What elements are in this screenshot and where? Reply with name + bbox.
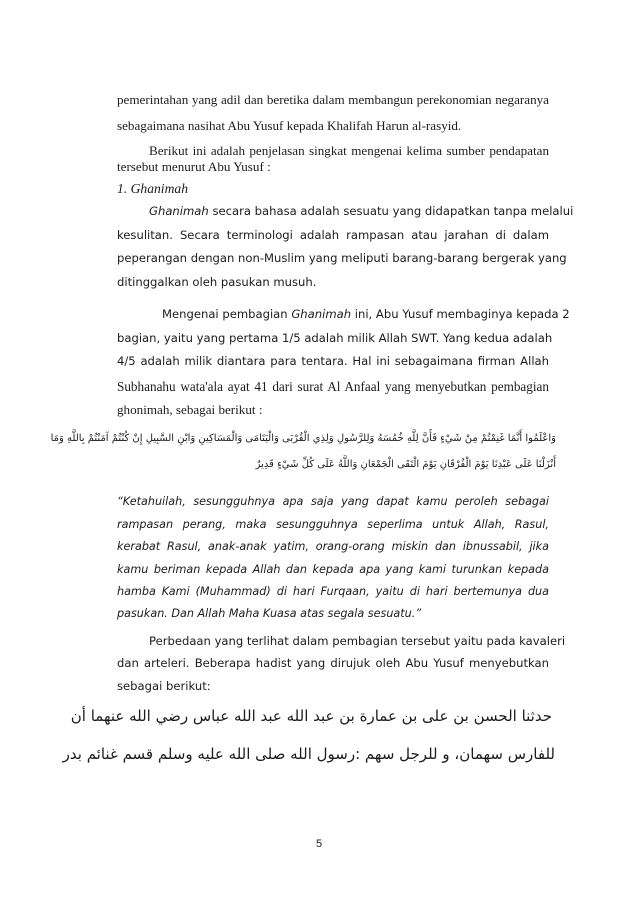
body-line: sebagaimana nasihat Abu Yusuf kepada Khalifah Harun al-rasyid.: [117, 118, 462, 133]
body-line: Berikut ini adalah penjelasan singkat mengenai kelima sumber pendapatan: [149, 143, 549, 158]
page-number: 5: [315, 838, 323, 850]
pembagian-line-1: [117, 307, 570, 321]
body-line: sebagai berikut:: [117, 679, 211, 693]
hadith-line-2: للفارس سهمان، و للرجل سهم :رسول الله صلى الله عليه وسلم قسم غنائم بدر: [62, 745, 555, 763]
translation-line: kamu beriman kepada Allah dan kepada apa yang kami turunkan kepada: [117, 563, 549, 576]
translation-line: hamba Kami (Muhammad) di hari Furqaan, yaitu di hari bertemunya dua: [117, 585, 549, 598]
translation-line: pasukan. Dan Allah Maha Kuasa atas segala sesuatu.”: [117, 607, 422, 620]
ghanimah-line-1-text: secara bahasa adalah sesuatu yang didapatkan tanpa melalui: [208, 204, 574, 218]
quran-verse-line-2: أَنْزَلْنَا عَلَى عَبْدِنَا يَوْمَ الْفُرْقَانِ يَوْمَ الْتَقَى الْجَمْعَانِ وَاللَّهُ عَلَى كُلِّ شَيْءٍ قَدِيرٌ: [255, 459, 556, 470]
body-line: bagian, yaitu yang pertama 1/5 adalah milik Allah SWT. Yang kedua adalah: [117, 331, 553, 345]
ghanimah-line-1: [117, 204, 574, 218]
body-line: tersebut menurut Abu Yusuf :: [117, 159, 271, 174]
hadith-line-1: حدثنا الحسن بن على بن عمارة بن عبد الله عبد الله عباس رضي الله عنهما أن: [70, 707, 552, 725]
pembagian-text-b: ini, Abu Yusuf membaginya kepada 2: [351, 307, 570, 321]
translation-line: “Ketahuilah, sesungguhnya apa saja yang dapat kamu peroleh sebagai: [117, 495, 549, 508]
ghanimah-term: Ghanimah: [291, 307, 352, 321]
ghanimah-term: Ghanimah: [149, 204, 209, 218]
body-line: Subhanahu wata'ala ayat 41 dari surat Al Anfaal yang menyebutkan pembagian: [117, 379, 549, 394]
body-line: peperangan dengan non-Muslim yang meliputi barang-barang bergerak yang: [117, 251, 567, 265]
body-line: Perbedaan yang terlihat dalam pembagian tersebut yaitu pada kavaleri: [149, 634, 566, 648]
section-heading: 1. Ghanimah: [117, 181, 188, 196]
body-line: kesulitan. Secara terminologi adalah rampasan atau jarahan di dalam: [117, 228, 549, 242]
translation-line: rampasan perang, maka sesungguhnya seperlima untuk Allah, Rasul,: [117, 518, 549, 531]
pembagian-text-a: Mengenai pembagian: [162, 307, 292, 321]
body-line: ghonimah, sebagai berikut :: [117, 402, 263, 417]
body-line: ditinggalkan oleh pasukan musuh.: [117, 275, 317, 289]
body-line: 4/5 adalah milik diantara para tentara. Hal ini sebagaimana firman Allah: [117, 354, 549, 368]
quran-verse-line-1: وَاعْلَمُوا أَنَّمَا غَنِمْتُمْ مِنْ شَيْءٍ فَأَنَّ لِلَّهِ خُمُسَهُ وَلِلرَّسُولِ وَلِذِي الْقُرْبَى وَالْيَتَامَى وَالْمَسَاكِينِ وَابْنِ السَّبِيلِ إِنْ كُنْتُمْ آمَنْتُمْ بِاللَّهِ وَمَا: [50, 433, 556, 444]
body-line: dan arteleri. Beberapa hadist yang dirujuk oleh Abu Yusuf menyebutkan: [117, 656, 549, 670]
body-line: pemerintahan yang adil dan beretika dalam membangun perekonomian negaranya: [117, 92, 549, 107]
translation-line: kerabat Rasul, anak-anak yatim, orang-orang miskin dan ibnussabil, jika: [117, 540, 549, 553]
